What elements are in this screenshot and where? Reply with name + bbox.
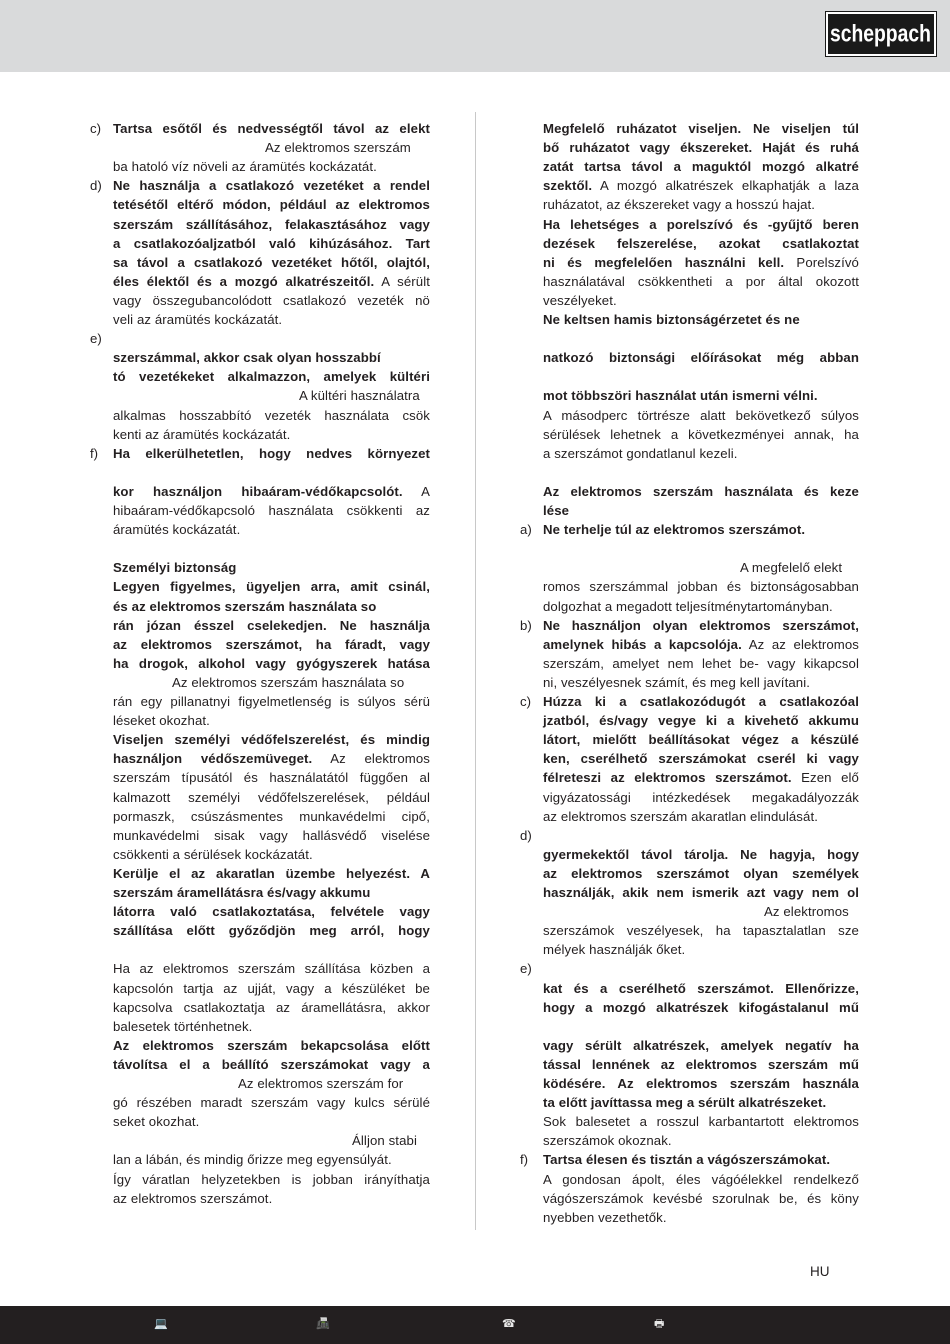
page-footer bbox=[0, 1306, 950, 1344]
bold-text: éles élektől és a mozgó alkatrészeitől. bbox=[113, 273, 375, 289]
laptop-icon: 💻 bbox=[154, 1318, 168, 1330]
text-line bbox=[543, 1170, 859, 1189]
text-line bbox=[543, 1093, 859, 1112]
body-text: gó részében maradt szerszám vagy kulcs sérülé bbox=[113, 1095, 430, 1111]
bold-text: a csatlakozóaljzatból való kihúzásához. Tart bbox=[113, 235, 430, 251]
text-line bbox=[543, 998, 859, 1017]
bold-text: tetésétől eltérő módon, például az elektromos bbox=[113, 197, 430, 213]
body-text: Az elektromos szerszám for bbox=[238, 1076, 404, 1091]
bold-text: hogy a mozgó alkatrészek kifogástalanul mű bbox=[543, 999, 859, 1015]
body-text: a szerszámot gondatlanul kezeli. bbox=[543, 445, 738, 461]
bold-text: szerszámmal, akkor csak olyan hosszabbí bbox=[113, 350, 381, 366]
text-line bbox=[113, 979, 430, 998]
phone-icon: ☎ bbox=[502, 1318, 516, 1330]
text-line bbox=[113, 730, 430, 749]
text-line bbox=[543, 1074, 859, 1093]
item-label: a) bbox=[520, 522, 532, 538]
text-line bbox=[543, 635, 859, 654]
text-line bbox=[543, 692, 859, 711]
bold-text: gyermekektől távol tárolja. Ne hagyja, hogy bbox=[543, 846, 859, 862]
body-text: Ha az elektromos szerszám szállítása közben a bbox=[113, 961, 430, 977]
body-text: Sok balesetet a rosszul karbantartott elektromos bbox=[543, 1114, 859, 1130]
body-text: mélyek használják őket. bbox=[543, 942, 686, 958]
text-line bbox=[113, 310, 430, 329]
body-text: kenti az áramütés kockázatát. bbox=[113, 426, 291, 442]
bold-text: Legyen figyelmes, ügyeljen arra, amit csinál, bbox=[113, 579, 430, 595]
body-text: Az elektromos szerszám bbox=[265, 140, 411, 156]
text-line bbox=[172, 673, 430, 692]
bold-text: dezések felszerelése, azokat csatlakoztat bbox=[543, 235, 859, 251]
text-line bbox=[543, 138, 859, 157]
text-line bbox=[543, 979, 859, 998]
text-line bbox=[299, 386, 430, 405]
body-text: vigyázatossági intézkedések megakadályozzák bbox=[543, 789, 859, 805]
text-line bbox=[543, 921, 859, 940]
text-line bbox=[113, 444, 430, 463]
body-text: Az elektromos szerszám használata so bbox=[172, 674, 405, 690]
bold-text: Ne keltsen hamis biztonságérzetet és ne bbox=[543, 312, 800, 327]
bold-text: Ha elkerülhetetlen, hogy nedves környezet bbox=[113, 445, 430, 461]
body-text: alkalmas hosszabbító vezeték használata csök bbox=[113, 407, 430, 423]
body-text: A gondosan ápolt, éles vágóélekkel rendelkező bbox=[543, 1171, 859, 1187]
bold-text: Kerülje el az akaratlan üzembe helyezést. A bbox=[113, 865, 430, 881]
text-line bbox=[113, 692, 430, 711]
body-text: Így váratlan helyzetekben is jobban irányíthatja bbox=[113, 1171, 430, 1187]
body-text: szerszámok veszélyesek, ha tapasztalatlan sze bbox=[543, 923, 859, 939]
text-line bbox=[543, 577, 859, 596]
bold-text: jzatból, és/vagy vegye ki a kivehető akkumu bbox=[543, 713, 859, 729]
bold-text: Húzza ki a csatlakozódugót a csatlakozóal bbox=[543, 694, 859, 709]
text-line bbox=[543, 788, 859, 807]
text-line bbox=[543, 520, 859, 539]
fax-icon: 📠 bbox=[316, 1318, 330, 1330]
bold-text: bő ruházatot vagy ékszereket. Haját és ruhá bbox=[543, 140, 859, 156]
text-line bbox=[113, 826, 430, 845]
text-line bbox=[238, 1074, 430, 1093]
bold-text: szerszám szállításához, felakasztásához vagy bbox=[113, 216, 430, 232]
text-line bbox=[113, 215, 430, 234]
bold-text: Tartsa esőtől és nedvességtől távol az elekt bbox=[113, 121, 430, 136]
text-line bbox=[543, 1112, 859, 1131]
text-line bbox=[113, 425, 430, 444]
body-text: szerszám típusától és használatától függően al bbox=[113, 770, 430, 786]
text-line bbox=[113, 616, 430, 635]
item-label: e) bbox=[90, 331, 102, 347]
text-line bbox=[543, 883, 859, 902]
text-line bbox=[113, 1055, 430, 1074]
text-line bbox=[543, 176, 859, 195]
bold-text: szektől. bbox=[543, 178, 593, 194]
text-line bbox=[543, 291, 859, 310]
text-line bbox=[543, 406, 859, 425]
text-line bbox=[113, 749, 430, 768]
text-line bbox=[113, 291, 430, 310]
text-line bbox=[543, 119, 859, 138]
text-line bbox=[543, 386, 859, 405]
text-line bbox=[113, 558, 430, 577]
bold-text: ha drogok, alkohol vagy gyógyszerek hatása bbox=[113, 655, 430, 671]
text-line bbox=[543, 730, 859, 749]
text-line bbox=[543, 1150, 859, 1169]
text-line bbox=[543, 845, 859, 864]
body-text: használatával csökkentheti a por által okozott bbox=[543, 273, 859, 289]
bold-text: Tartsa élesen és tisztán a vágószerszámokat. bbox=[543, 1152, 831, 1168]
bold-text: Viseljen személyi védőfelszerelést, és mindig bbox=[113, 732, 430, 748]
text-line bbox=[113, 1150, 430, 1169]
text-line bbox=[543, 673, 859, 692]
bold-text: Az elektromos szerszám használata és keze bbox=[543, 483, 859, 499]
bold-text: ken, cserélhető szerszámokat cserél ki vagy bbox=[543, 751, 859, 767]
text-line bbox=[113, 501, 430, 520]
text-line bbox=[543, 616, 859, 635]
body-text: hibaáram-védőkapcsoló használata csökkenti az bbox=[113, 503, 430, 518]
text-line bbox=[113, 1093, 430, 1112]
text-line bbox=[543, 1131, 859, 1150]
text-line bbox=[113, 157, 430, 176]
body-text: vagy összegubancolódott csatlakozó vezeték nö bbox=[113, 292, 430, 308]
body-text: Álljon stabi bbox=[352, 1133, 417, 1149]
text-line bbox=[543, 425, 859, 444]
text-line bbox=[352, 1131, 430, 1150]
bold-text: Ne terhelje túl az elektromos szerszámot. bbox=[543, 522, 806, 538]
bold-text: szerszám áramellátásra és/vagy akkumu bbox=[113, 885, 371, 900]
text-line bbox=[113, 482, 430, 501]
bold-text: tó vezetékeket alkalmazzon, amelyek kültéri bbox=[113, 369, 430, 385]
bold-text: félreteszi az elektromos szerszámot. bbox=[543, 770, 792, 786]
text-line bbox=[113, 1017, 430, 1036]
body-text: seket okozhat. bbox=[113, 1114, 200, 1130]
text-line bbox=[113, 1170, 430, 1189]
text-line bbox=[113, 597, 430, 616]
text-line bbox=[113, 1112, 430, 1131]
text-line bbox=[113, 1189, 430, 1208]
text-line bbox=[543, 940, 859, 959]
bold-text: az elektromos szerszámot, ha fáradt, vagy bbox=[113, 636, 430, 652]
text-line bbox=[113, 788, 430, 807]
text-line bbox=[543, 1208, 859, 1227]
text-line bbox=[113, 921, 430, 940]
body-text: vágószerszámok kevésbé szorulnak be, és köny bbox=[543, 1190, 859, 1206]
bold-text: látorra való csatlakoztatása, felvétele vagy bbox=[113, 904, 430, 920]
text-line bbox=[764, 902, 859, 921]
text-line bbox=[113, 635, 430, 654]
body-text: Az elektromos bbox=[764, 904, 849, 920]
bold-text: az elektromos szerszámot olyan személyek bbox=[543, 865, 859, 881]
text-line bbox=[543, 749, 859, 768]
body-text: ruházatot, az ékszereket vagy a hosszú hajat. bbox=[543, 197, 816, 213]
bold-text: amelynek hibás a kapcsolója. bbox=[543, 636, 742, 652]
column-divider bbox=[475, 112, 476, 1230]
bold-text: rán józan ésszel cselekedjen. Ne használja bbox=[113, 617, 430, 633]
body-text: az elektromos szerszám akaratlan elindulását. bbox=[543, 808, 818, 824]
body-text: szerszámok okoznak. bbox=[543, 1133, 672, 1149]
body-text: Az elektromos bbox=[312, 751, 430, 767]
body-text: rán egy pillanatnyi figyelmetlenség is súlyos sérü bbox=[113, 694, 430, 709]
body-text: léseket okozhat. bbox=[113, 713, 210, 729]
body-text: lan a lábán, és mindig őrizze meg egyensúlyát. bbox=[113, 1152, 392, 1168]
scheppach-logo bbox=[826, 12, 936, 56]
text-line bbox=[740, 558, 859, 577]
text-line bbox=[113, 654, 430, 673]
text-line bbox=[113, 883, 430, 902]
body-text: dolgozhat a megadott teljesítménytartományban. bbox=[543, 598, 833, 614]
item-label: d) bbox=[90, 178, 102, 194]
bold-text: tással lennének az elektromos szerszám mű bbox=[543, 1056, 859, 1072]
body-text: kapcsolón tartja az ujját, vagy a készüléket be bbox=[113, 980, 430, 996]
text-line bbox=[113, 348, 430, 367]
body-text: A kültéri használatra bbox=[299, 388, 420, 404]
bold-text: Személyi biztonság bbox=[113, 560, 237, 576]
bold-text: Ha lehetséges a porelszívó és -gyűjtő beren bbox=[543, 216, 859, 232]
text-line bbox=[113, 520, 430, 539]
text-line bbox=[543, 501, 859, 520]
page-header bbox=[0, 0, 950, 72]
text-line bbox=[543, 253, 859, 272]
body-text: romos szerszámmal jobban és biztonságosabban bbox=[543, 579, 859, 595]
body-text: Az az elektromos bbox=[741, 636, 860, 652]
text-line bbox=[113, 195, 430, 214]
text-line bbox=[543, 310, 859, 329]
item-label: f) bbox=[90, 445, 99, 461]
bold-text: látort, mielőtt beállításokat végez a készülé bbox=[543, 732, 859, 748]
text-line bbox=[113, 367, 430, 386]
text-line bbox=[113, 711, 430, 730]
text-line bbox=[113, 253, 430, 272]
text-line bbox=[543, 272, 859, 291]
item-label: e) bbox=[520, 961, 532, 977]
text-line bbox=[265, 138, 430, 157]
body-text: kalmazott személyi védőfelszerelések, például bbox=[113, 789, 430, 805]
item-label: f) bbox=[520, 1152, 529, 1168]
bold-text: vagy sérült alkatrészek, amelyek negatív ha bbox=[543, 1037, 859, 1053]
body-text: csökkenti a sérülések kockázatát. bbox=[113, 846, 313, 862]
body-text: szerszám, amelyet nem lehet be- vagy kikapcsol bbox=[543, 655, 859, 671]
body-text: munkavédelmi sisak vagy hallásvédő viselése bbox=[113, 827, 430, 843]
body-text: A másodperc törtrésze alatt bekövetkező súlyos bbox=[543, 407, 859, 423]
text-line bbox=[113, 902, 430, 921]
bold-text: natkozó biztonsági előírásokat még abban bbox=[543, 350, 859, 366]
body-text: sérülések lehetnek a következményei annak, ha bbox=[543, 426, 859, 442]
text-line bbox=[543, 1055, 859, 1074]
bold-text: használjon védőszemüveget. bbox=[113, 751, 313, 767]
text-line bbox=[543, 234, 859, 253]
text-line bbox=[543, 157, 859, 176]
body-text: ni, veszélyesnek számít, és meg kell javítani. bbox=[543, 674, 810, 690]
body-text: Porelszívó bbox=[784, 254, 859, 270]
body-text: A mozgó alkatrészek elkaphatják a laza bbox=[592, 178, 859, 194]
text-line bbox=[113, 406, 430, 425]
item-label: c) bbox=[520, 694, 531, 709]
bold-text: ni és megfelelően használni kell. bbox=[543, 254, 785, 270]
text-line bbox=[113, 1036, 430, 1055]
bold-text: és az elektromos szerszám használata so bbox=[113, 598, 377, 614]
text-line bbox=[113, 119, 430, 138]
text-line bbox=[113, 577, 430, 596]
body-text: A megfelelő elekt bbox=[740, 560, 843, 576]
body-text: veszélyeket. bbox=[543, 292, 617, 308]
text-line bbox=[543, 215, 859, 234]
text-line bbox=[543, 864, 859, 883]
bold-text: ta előtt javíttassa meg a sérült alkatrészeket. bbox=[543, 1095, 827, 1111]
item-label: b) bbox=[520, 617, 532, 633]
bold-text: zatát tartsa távol a maguktól mozgó alkatré bbox=[543, 159, 859, 175]
bold-text: kor használjon hibaáram-védőkapcsolót. bbox=[113, 483, 403, 499]
bold-text: Az elektromos szerszám bekapcsolása előtt bbox=[113, 1037, 430, 1053]
bold-text: mot többszöri használat után ismerni vélni. bbox=[543, 388, 818, 404]
text-line bbox=[543, 1036, 859, 1055]
body-text: pormaszk, csúszásmentes munkavédelmi cipő, bbox=[113, 808, 430, 824]
logo-wordmark: scheppach bbox=[829, 19, 931, 48]
text-line bbox=[543, 807, 859, 826]
text-line bbox=[113, 272, 430, 291]
text-line bbox=[543, 1189, 859, 1208]
body-text: áramütés kockázatát. bbox=[113, 522, 241, 538]
text-line bbox=[543, 195, 859, 214]
body-text: A bbox=[402, 483, 430, 499]
text-line bbox=[543, 597, 859, 616]
body-text: balesetek történhetnek. bbox=[113, 1018, 253, 1034]
text-line bbox=[113, 998, 430, 1017]
body-text: veli az áramütés kockázatát. bbox=[113, 312, 283, 327]
bold-text: kat és a cserélhető szerszámot. Ellenőrizze, bbox=[543, 980, 859, 996]
text-line bbox=[543, 482, 859, 501]
item-label: c) bbox=[90, 121, 101, 136]
text-line bbox=[543, 711, 859, 730]
page-language-code: HU bbox=[810, 1264, 830, 1279]
item-label: d) bbox=[520, 827, 532, 843]
bold-text: ködésére. Az elektromos szerszám használa bbox=[543, 1076, 859, 1091]
bold-text: távolítsa el a beállító szerszámokat vagy a bbox=[113, 1056, 430, 1072]
text-line bbox=[543, 768, 859, 787]
text-line bbox=[113, 807, 430, 826]
bold-text: szállítása előtt győződjön meg arról, hogy bbox=[113, 923, 430, 939]
body-text: A sérült bbox=[374, 273, 430, 289]
text-line bbox=[543, 348, 859, 367]
text-line bbox=[113, 176, 430, 195]
text-line bbox=[113, 845, 430, 864]
text-line bbox=[113, 864, 430, 883]
bold-text: Ne használja a csatlakozó vezetéket a rendel bbox=[113, 178, 430, 194]
body-text: kapcsolva csatlakoztatja az áramellátásra, akkor bbox=[113, 999, 430, 1015]
bold-text: használják, akik nem ismerik azt vagy nem ol bbox=[543, 885, 859, 900]
bold-text: Ne használjon olyan elektromos szerszámot, bbox=[543, 617, 859, 633]
printer-icon: 🖶 bbox=[654, 1318, 665, 1330]
text-line bbox=[543, 654, 859, 673]
body-text: az elektromos szerszámot. bbox=[113, 1190, 273, 1206]
text-line bbox=[113, 234, 430, 253]
body-text: Ezen elő bbox=[791, 770, 859, 786]
bold-text: sa távol a csatlakozó vezetéket hőtől, olajtól, bbox=[113, 254, 430, 270]
bold-text: lése bbox=[543, 503, 570, 518]
text-line bbox=[113, 768, 430, 787]
bold-text: Megfelelő ruházatot viseljen. Ne viseljen túl bbox=[543, 121, 859, 136]
text-line bbox=[543, 444, 859, 463]
body-text: ba hatoló víz növeli az áramütés kockázatát. bbox=[113, 159, 377, 175]
body-text: nyebben vezethetők. bbox=[543, 1209, 667, 1225]
text-line bbox=[113, 959, 430, 978]
